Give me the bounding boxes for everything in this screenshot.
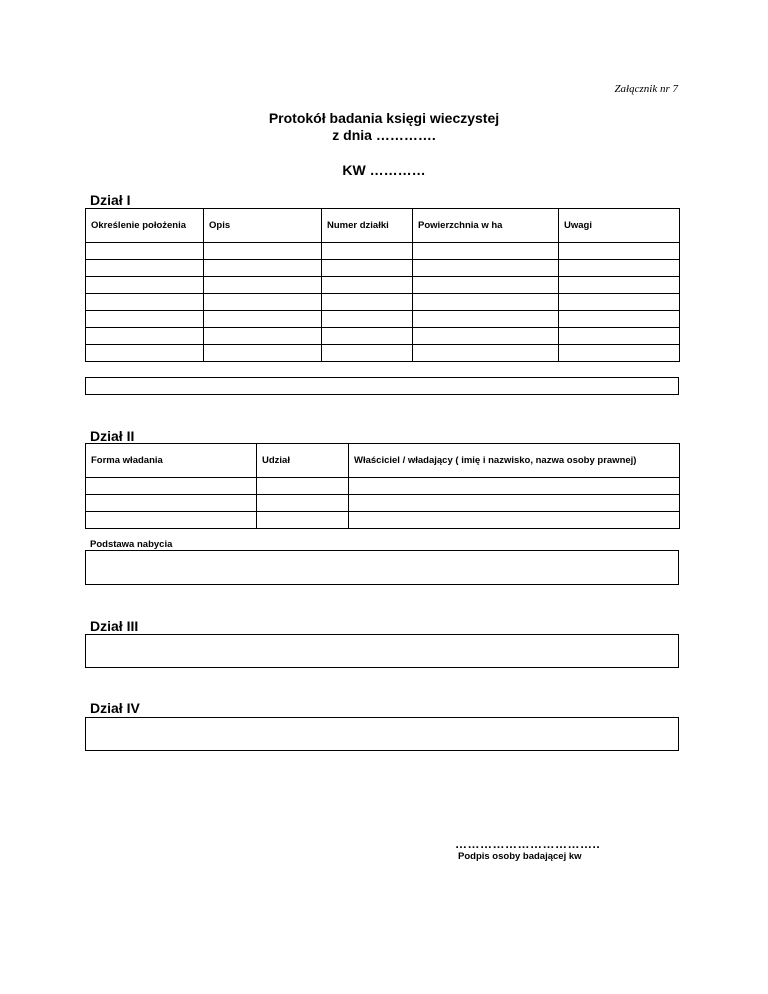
column-header-area: Powierzchnia w ha <box>413 209 559 243</box>
table-cell[interactable] <box>204 277 322 294</box>
section-2-heading: Dział II <box>90 428 135 444</box>
table-cell[interactable] <box>559 260 680 277</box>
signature-label: Podpis osoby badającej kw <box>458 851 582 862</box>
table-cell[interactable] <box>559 277 680 294</box>
document-date-line: z dnia …………. <box>332 127 436 143</box>
table-cell[interactable] <box>413 260 559 277</box>
table-cell[interactable] <box>86 243 204 260</box>
table-cell[interactable] <box>322 328 413 345</box>
column-header-location: Określenie położenia <box>86 209 204 243</box>
section-3-heading: Dział III <box>90 618 139 634</box>
table-row <box>86 495 680 512</box>
table-cell[interactable] <box>322 311 413 328</box>
table-cell[interactable] <box>413 243 559 260</box>
column-header-description: Opis <box>204 209 322 243</box>
table-cell[interactable] <box>86 495 257 512</box>
section-4-heading: Dział IV <box>90 700 140 716</box>
table-row <box>86 243 680 260</box>
section-2-table <box>85 443 680 529</box>
section-1-notes-box[interactable] <box>85 377 679 395</box>
document-title: Protokół badania księgi wieczystej <box>268 110 500 126</box>
table-header-row <box>86 209 680 243</box>
table-cell[interactable] <box>349 495 680 512</box>
table-row <box>86 294 680 311</box>
table-cell[interactable] <box>86 311 204 328</box>
table-cell[interactable] <box>413 311 559 328</box>
acquisition-basis-label: Podstawa nabycia <box>90 539 173 550</box>
table-cell[interactable] <box>322 260 413 277</box>
table-cell[interactable] <box>86 260 204 277</box>
column-header-parcel-number: Numer działki <box>322 209 413 243</box>
table-cell[interactable] <box>86 512 257 529</box>
table-cell[interactable] <box>413 345 559 362</box>
table-cell[interactable] <box>322 294 413 311</box>
table-cell[interactable] <box>559 345 680 362</box>
table-cell[interactable] <box>257 495 349 512</box>
table-cell[interactable] <box>559 311 680 328</box>
table-header-row <box>86 444 680 478</box>
column-header-owner: Właściciel / władający ( imię i nazwisko, nazwa osoby prawnej) <box>349 444 680 478</box>
table-cell[interactable] <box>204 345 322 362</box>
table-cell[interactable] <box>204 311 322 328</box>
table-cell[interactable] <box>204 243 322 260</box>
table-cell[interactable] <box>86 277 204 294</box>
table-cell[interactable] <box>86 294 204 311</box>
column-header-remarks: Uwagi <box>559 209 680 243</box>
table-row <box>86 345 680 362</box>
table-cell[interactable] <box>559 243 680 260</box>
acquisition-basis-box[interactable] <box>85 550 679 585</box>
table-cell[interactable] <box>349 512 680 529</box>
table-row <box>86 277 680 294</box>
table-row <box>86 311 680 328</box>
table-cell[interactable] <box>349 478 680 495</box>
table-row <box>86 328 680 345</box>
table-cell[interactable] <box>559 294 680 311</box>
table-cell[interactable] <box>413 277 559 294</box>
kw-number-line: KW ………… <box>342 162 426 178</box>
table-cell[interactable] <box>257 512 349 529</box>
table-row <box>86 260 680 277</box>
table-cell[interactable] <box>86 478 257 495</box>
table-cell[interactable] <box>204 294 322 311</box>
section-3-box[interactable] <box>85 634 679 668</box>
section-4-box[interactable] <box>85 717 679 751</box>
table-row <box>86 512 680 529</box>
column-header-ownership-form: Forma władania <box>86 444 257 478</box>
annex-label: Załącznik nr 7 <box>614 83 678 95</box>
table-cell[interactable] <box>86 328 204 345</box>
table-cell[interactable] <box>413 294 559 311</box>
column-header-share: Udział <box>257 444 349 478</box>
table-cell[interactable] <box>413 328 559 345</box>
section-1-heading: Dział I <box>90 192 131 208</box>
table-row <box>86 478 680 495</box>
table-cell[interactable] <box>322 345 413 362</box>
signature-line: …………………………….. <box>455 837 601 851</box>
table-cell[interactable] <box>322 243 413 260</box>
table-cell[interactable] <box>257 478 349 495</box>
table-cell[interactable] <box>204 260 322 277</box>
table-cell[interactable] <box>322 277 413 294</box>
table-cell[interactable] <box>204 328 322 345</box>
table-cell[interactable] <box>559 328 680 345</box>
table-cell[interactable] <box>86 345 204 362</box>
section-1-table <box>85 208 680 362</box>
